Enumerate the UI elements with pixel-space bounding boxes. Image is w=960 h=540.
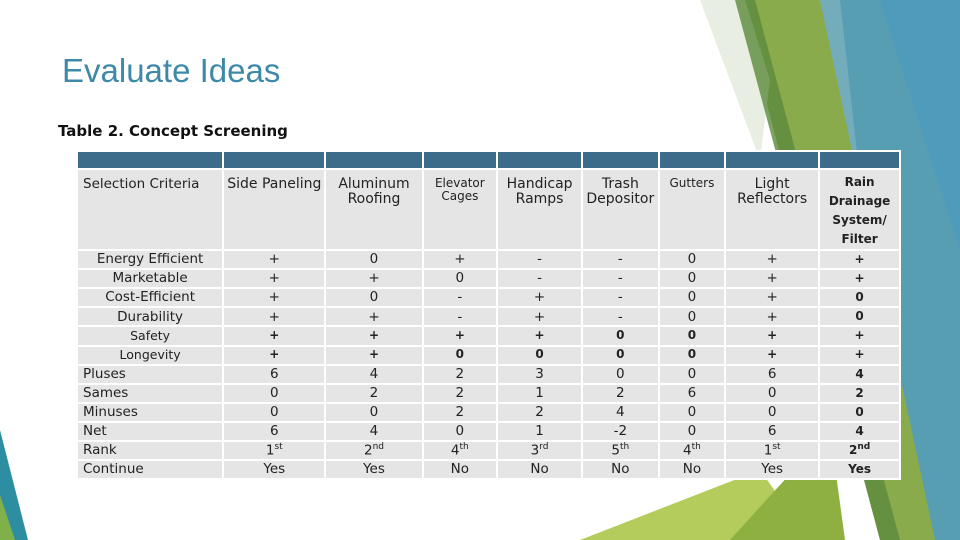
- score-cell: [819, 441, 900, 460]
- score-cell: 2: [497, 403, 582, 422]
- col-header-handicap-ramps: Handicap Ramps: [497, 169, 582, 250]
- band-cell: [725, 151, 819, 169]
- concept-screening-table: [76, 150, 901, 480]
- score-cell: +: [423, 250, 498, 269]
- score-cell: 0: [659, 269, 725, 288]
- score-cell: +: [819, 250, 900, 269]
- score-cell: 2: [819, 384, 900, 403]
- score-cell: +: [497, 307, 582, 326]
- score-cell: [659, 441, 725, 460]
- table-caption: Table 2. Concept Screening: [58, 122, 288, 140]
- score-cell: -: [423, 288, 498, 307]
- score-cell: 0: [325, 288, 422, 307]
- score-cell: 2: [423, 365, 498, 384]
- score-cell: Yes: [325, 460, 422, 479]
- score-cell: 2: [582, 384, 659, 403]
- score-cell: +: [725, 346, 819, 365]
- band-cell: [659, 151, 725, 169]
- score-cell: +: [423, 326, 498, 345]
- table-row: [77, 422, 900, 441]
- col-header-elevator-cages: Elevator Cages: [423, 169, 498, 250]
- table-row: [77, 403, 900, 422]
- score-cell: 2: [423, 403, 498, 422]
- score-cell: 0: [223, 384, 325, 403]
- table-row: [77, 365, 900, 384]
- rank-suffix: st: [274, 441, 283, 452]
- score-cell: 0: [325, 403, 422, 422]
- score-cell: 3: [497, 365, 582, 384]
- rank-number: 5: [611, 442, 621, 459]
- score-cell: +: [223, 269, 325, 288]
- band-cell: [819, 151, 900, 169]
- score-cell: 4: [819, 365, 900, 384]
- score-cell: -: [582, 288, 659, 307]
- score-cell: 0: [819, 307, 900, 326]
- rank-number: 2: [848, 443, 858, 458]
- score-cell: +: [819, 346, 900, 365]
- score-cell: 0: [423, 346, 498, 365]
- score-cell: 0: [659, 403, 725, 422]
- score-cell: 6: [659, 384, 725, 403]
- score-cell: [582, 441, 659, 460]
- score-cell: 0: [659, 288, 725, 307]
- score-cell: [325, 441, 422, 460]
- score-cell: [725, 441, 819, 460]
- rank-suffix: st: [772, 441, 781, 452]
- score-cell: 0: [659, 346, 725, 365]
- score-cell: 4: [325, 365, 422, 384]
- rank-number: 1: [265, 442, 275, 459]
- table-row: [77, 250, 900, 269]
- page-title: Evaluate Ideas: [62, 52, 281, 89]
- score-cell: 4: [819, 422, 900, 441]
- rank-number: 4: [682, 442, 692, 459]
- header-row: [77, 169, 900, 250]
- score-cell: +: [325, 346, 422, 365]
- row-label: Net: [77, 422, 223, 441]
- score-cell: 6: [725, 365, 819, 384]
- table-row: [77, 288, 900, 307]
- score-cell: 0: [659, 307, 725, 326]
- score-cell: 0: [582, 365, 659, 384]
- score-cell: +: [819, 326, 900, 345]
- score-cell: No: [423, 460, 498, 479]
- table-row: [77, 346, 900, 365]
- score-cell: 0: [725, 403, 819, 422]
- score-cell: -: [497, 250, 582, 269]
- score-cell: +: [223, 326, 325, 345]
- score-cell: 0: [725, 384, 819, 403]
- score-cell: -: [582, 307, 659, 326]
- row-label: Cost-Efficient: [77, 288, 223, 307]
- score-cell: 1: [497, 384, 582, 403]
- score-cell: 4: [325, 422, 422, 441]
- score-cell: [423, 441, 498, 460]
- score-cell: +: [223, 346, 325, 365]
- score-cell: 0: [223, 403, 325, 422]
- col-header-gutters: Gutters: [659, 169, 725, 250]
- col-header-aluminum-roofing: Aluminum Roofing: [325, 169, 422, 250]
- score-cell: Yes: [223, 460, 325, 479]
- score-cell: -: [497, 269, 582, 288]
- score-cell: No: [659, 460, 725, 479]
- col-header-selection-criteria: Selection Criteria: [77, 169, 223, 250]
- score-cell: +: [325, 307, 422, 326]
- score-cell: 1: [497, 422, 582, 441]
- rank-suffix: th: [691, 441, 701, 452]
- band-cell: [325, 151, 422, 169]
- score-cell: 0: [819, 403, 900, 422]
- score-cell: 6: [223, 365, 325, 384]
- band-cell: [77, 151, 223, 169]
- table-row: [77, 307, 900, 326]
- score-cell: -: [582, 250, 659, 269]
- score-cell: +: [497, 288, 582, 307]
- row-label: Pluses: [77, 365, 223, 384]
- score-cell: 0: [819, 288, 900, 307]
- table-row: [77, 384, 900, 403]
- score-cell: 0: [659, 422, 725, 441]
- score-cell: 0: [325, 250, 422, 269]
- score-cell: +: [325, 326, 422, 345]
- row-label: Energy Efficient: [77, 250, 223, 269]
- table-row: [77, 326, 900, 345]
- col-header-light-reflectors: Light Reflectors: [725, 169, 819, 250]
- row-label: Durability: [77, 307, 223, 326]
- band-cell: [423, 151, 498, 169]
- score-cell: +: [725, 250, 819, 269]
- score-cell: 4: [582, 403, 659, 422]
- score-cell: [223, 441, 325, 460]
- col-header-rain-drainage: Rain Drainage System/ Filter: [819, 169, 900, 250]
- row-label: Longevity: [77, 346, 223, 365]
- score-cell: No: [497, 460, 582, 479]
- row-label: Rank: [77, 441, 223, 460]
- rank-number: 1: [763, 442, 773, 459]
- row-label: Continue: [77, 460, 223, 479]
- score-cell: +: [325, 269, 422, 288]
- row-label: Minuses: [77, 403, 223, 422]
- score-cell: +: [725, 269, 819, 288]
- score-cell: 0: [659, 326, 725, 345]
- score-cell: No: [582, 460, 659, 479]
- rank-number: 2: [363, 442, 373, 459]
- score-cell: +: [819, 269, 900, 288]
- row-label: Sames: [77, 384, 223, 403]
- score-cell: +: [223, 307, 325, 326]
- score-cell: 0: [659, 250, 725, 269]
- score-cell: +: [725, 307, 819, 326]
- score-cell: 0: [423, 422, 498, 441]
- score-cell: Yes: [819, 460, 900, 479]
- rank-suffix: nd: [857, 442, 871, 453]
- score-cell: +: [497, 326, 582, 345]
- score-cell: [497, 441, 582, 460]
- score-cell: -: [582, 269, 659, 288]
- table-row: [77, 441, 900, 460]
- rank-number: 3: [530, 442, 540, 459]
- rank-suffix: th: [459, 441, 469, 452]
- score-cell: 0: [582, 326, 659, 345]
- score-cell: +: [223, 250, 325, 269]
- score-cell: Yes: [725, 460, 819, 479]
- score-cell: -: [423, 307, 498, 326]
- score-cell: 0: [497, 346, 582, 365]
- row-label: Marketable: [77, 269, 223, 288]
- score-cell: +: [725, 326, 819, 345]
- table-row: [77, 460, 900, 479]
- row-label: Safety: [77, 326, 223, 345]
- score-cell: 2: [325, 384, 422, 403]
- band-cell: [582, 151, 659, 169]
- score-cell: 0: [423, 269, 498, 288]
- band-cell: [223, 151, 325, 169]
- header-band: [77, 151, 900, 169]
- score-cell: 0: [659, 365, 725, 384]
- band-cell: [497, 151, 582, 169]
- rank-suffix: nd: [372, 441, 384, 452]
- score-cell: 6: [725, 422, 819, 441]
- col-header-trash-depositor: Trash Depositor: [582, 169, 659, 250]
- score-cell: +: [725, 288, 819, 307]
- rank-suffix: rd: [539, 441, 549, 452]
- rank-number: 4: [450, 442, 460, 459]
- rank-suffix: th: [620, 441, 630, 452]
- score-cell: +: [223, 288, 325, 307]
- score-cell: 2: [423, 384, 498, 403]
- col-header-side-paneling: Side Paneling: [223, 169, 325, 250]
- table-body: [77, 250, 900, 479]
- score-cell: -2: [582, 422, 659, 441]
- score-cell: 0: [582, 346, 659, 365]
- table-row: [77, 269, 900, 288]
- score-cell: 6: [223, 422, 325, 441]
